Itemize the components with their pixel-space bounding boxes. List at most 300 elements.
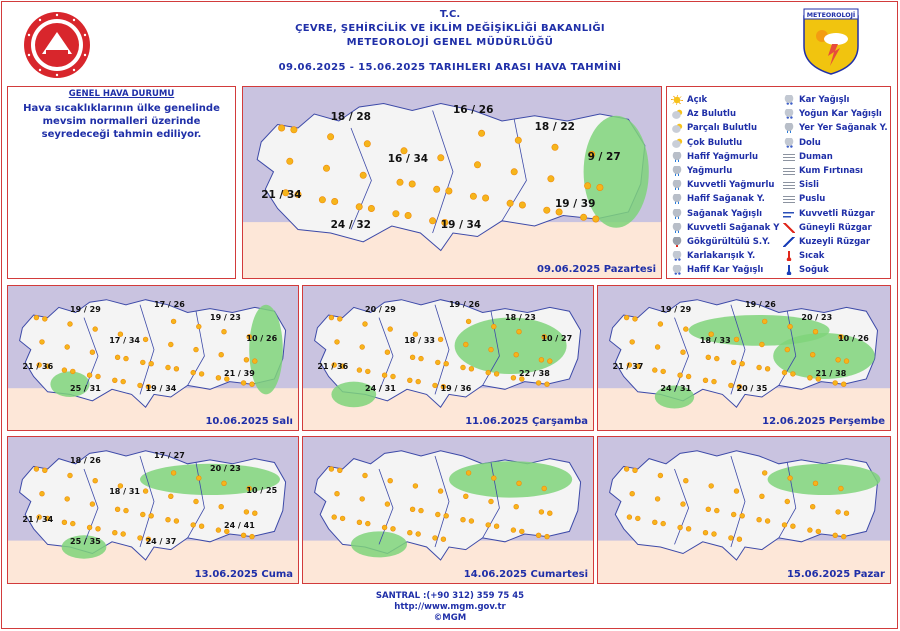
legend-item-label: Soğuk: [799, 265, 829, 276]
legend-item-label: Parçalı Bulutlu: [687, 123, 758, 134]
map-day-5: [302, 436, 594, 584]
sun-icon: [357, 520, 362, 525]
sun-icon: [633, 468, 638, 473]
legend-item: [671, 107, 779, 121]
sun-icon: [96, 526, 101, 531]
sun-icon: [194, 347, 199, 352]
sun-icon: [536, 381, 541, 386]
sun-icon: [658, 322, 663, 327]
sun-icon: [836, 510, 841, 515]
rain-area: [351, 531, 407, 557]
rain-area: [249, 305, 283, 395]
legend-column-2: [783, 93, 888, 277]
sun-icon: [419, 356, 424, 361]
cloudy-icon: [671, 138, 683, 148]
temperature-label: 16 / 34: [387, 152, 429, 165]
temperature-label: 19 / 26: [745, 299, 776, 309]
sun-icon: [62, 368, 67, 373]
day-label: 15.06.2025 Pazar: [786, 569, 885, 580]
sun-icon: [494, 524, 499, 529]
sun-icon: [250, 382, 255, 387]
sun-icon: [241, 533, 246, 538]
sun-icon: [93, 478, 98, 483]
sun-icon: [539, 357, 544, 362]
rain-icon: [671, 166, 683, 176]
mgm-logo-text: METEOROLOJİ: [806, 12, 856, 19]
sun-icon: [466, 319, 471, 324]
day-label: 09.06.2025 Pazartesi: [537, 264, 656, 275]
temperature-label: 20 / 23: [210, 463, 241, 473]
smoke-icon: [783, 152, 795, 162]
legend-item: [671, 263, 779, 277]
temperature-label: 20 / 23: [801, 312, 833, 322]
temperature-label: 22 / 38: [519, 368, 550, 378]
legend-item: [783, 121, 888, 135]
legend-panel: [666, 86, 891, 279]
sun-icon: [199, 372, 204, 377]
sun-icon: [332, 515, 337, 520]
sun-icon: [489, 499, 494, 504]
heavy-rain-icon: [671, 180, 683, 190]
temperature-label: 19 / 36: [440, 384, 472, 394]
sun-icon: [519, 529, 524, 534]
legend-item-label: Hafif Sağanak Y.: [687, 194, 765, 205]
sun-icon: [244, 357, 249, 362]
sun-icon: [365, 521, 370, 526]
legend-item: [671, 121, 779, 135]
sun-icon: [219, 504, 224, 509]
temperature-label: 21 / 38: [815, 368, 847, 378]
temperature-label: 24 / 41: [224, 521, 255, 530]
sun-icon: [438, 489, 443, 494]
sun-icon: [469, 519, 474, 524]
sun-icon: [419, 508, 424, 513]
sun-icon: [519, 202, 525, 208]
sun-icon: [757, 365, 762, 370]
sun-icon: [514, 504, 519, 509]
sun-icon: [474, 162, 480, 168]
sun-icon: [388, 327, 393, 332]
legend-item: [671, 150, 779, 164]
sun-icon: [844, 511, 849, 516]
sun-icon: [545, 382, 550, 387]
sun-icon: [199, 524, 204, 529]
sun-icon: [463, 342, 468, 347]
sun-icon: [174, 366, 179, 371]
legend-item: [783, 136, 888, 150]
temperature-label: 19 / 26: [449, 299, 480, 309]
sleet-icon: [671, 251, 683, 261]
sun-icon: [429, 218, 435, 224]
sun-icon: [507, 200, 513, 206]
general-weather-title: GENEL HAVA DURUMU: [68, 89, 175, 99]
temperature-label: 18 / 26: [70, 456, 101, 465]
sun-icon: [287, 158, 293, 164]
sun-icon: [580, 214, 586, 220]
sun-icon: [42, 317, 47, 322]
fog-icon: [783, 180, 795, 190]
sun-icon: [90, 502, 95, 507]
sun-icon: [486, 370, 491, 375]
temperature-label: 20 / 35: [736, 384, 768, 394]
legend-item: [783, 178, 888, 192]
legend-item: [671, 207, 779, 221]
sun-icon: [734, 489, 739, 494]
sun-icon: [171, 471, 176, 476]
footer-website-link[interactable]: http://www.mgm.gov.tr: [394, 602, 506, 612]
legend-item-label: Kum Fırtınası: [799, 166, 863, 177]
sun-icon: [712, 379, 717, 384]
sun-icon: [149, 361, 154, 366]
sun-icon: [93, 327, 98, 332]
sun-icon: [731, 360, 736, 365]
sun-icon: [686, 526, 691, 531]
sun-icon: [34, 315, 39, 320]
map-day-2: [302, 285, 594, 431]
thunderstorm-icon: [671, 237, 683, 247]
map-day-1: [7, 285, 299, 431]
sun-icon: [250, 534, 255, 539]
legend-item: [671, 164, 779, 178]
day-label: 14.06.2025 Cumartesi: [463, 569, 588, 580]
sun-icon: [482, 195, 488, 201]
temperature-label: 21 / 34: [22, 514, 54, 524]
sun-icon: [329, 315, 334, 320]
sun-icon: [681, 350, 686, 355]
sun-icon: [407, 530, 412, 535]
legend-item: [783, 235, 888, 249]
temperature-label: 21 / 39: [224, 368, 255, 378]
temperature-label: 24 / 37: [145, 536, 177, 546]
north-wind-icon: [783, 237, 795, 247]
sun-icon: [241, 381, 246, 386]
sun-icon: [729, 383, 734, 388]
sun-icon: [319, 197, 325, 203]
sun-icon: [593, 216, 599, 222]
sun-icon: [762, 471, 767, 476]
sun-icon: [115, 507, 120, 512]
sun-icon: [65, 497, 70, 502]
sun-icon: [633, 317, 638, 322]
sun-icon: [810, 504, 815, 509]
sun-icon: [782, 370, 787, 375]
day-label: 11.06.2025 Çarşamba: [465, 416, 588, 427]
rain-area: [584, 116, 649, 228]
sun-icon: [407, 378, 412, 383]
sun-icon: [709, 484, 714, 489]
sun-icon: [683, 478, 688, 483]
sun-icon: [166, 517, 171, 522]
sun-icon: [841, 534, 846, 539]
temperature-label: 25 / 35: [70, 536, 101, 546]
temperature-label: 21 / 34: [261, 189, 302, 202]
sun-icon: [833, 533, 838, 538]
sun-icon: [413, 484, 418, 489]
rain-area: [449, 461, 572, 497]
sun-icon: [706, 355, 711, 360]
legend-item-label: Açık: [687, 95, 708, 106]
strong-wind-icon: [783, 209, 795, 219]
sun-icon: [703, 530, 708, 535]
sun-icon: [816, 529, 821, 534]
temperature-label: 19 / 39: [555, 198, 596, 210]
temperature-label: 21 / 36: [22, 362, 54, 372]
legend-item-label: Gökgürültülü S.Y.: [687, 236, 771, 247]
sun-icon: [515, 137, 521, 143]
temperature-label: 17 / 34: [109, 335, 140, 345]
sun-icon: [219, 352, 224, 357]
temperature-label: 18 / 28: [330, 110, 371, 123]
sun-icon: [511, 528, 516, 533]
sun-icon: [539, 510, 544, 515]
legend-item-label: Sağanak Yağışlı: [687, 208, 763, 219]
sun-icon: [168, 494, 173, 499]
temperature-label: 18 / 33: [404, 335, 435, 345]
sun-icon: [332, 198, 338, 204]
day-label: 10.06.2025 Salı: [205, 416, 293, 427]
sun-icon: [545, 534, 550, 539]
day-label: 12.06.2025 Perşembe: [762, 416, 885, 427]
sun-icon: [124, 356, 129, 361]
hot-icon: [783, 251, 795, 261]
sun-icon: [149, 513, 154, 518]
sun-icon: [542, 486, 547, 491]
sun-icon: [469, 366, 474, 371]
sun-icon: [409, 181, 415, 187]
temperature-label: 21 / 36: [317, 362, 349, 372]
sun-icon: [661, 521, 666, 526]
hail-icon: [783, 138, 795, 148]
sun-icon: [489, 347, 494, 352]
sun-icon: [364, 141, 370, 147]
sun-icon: [683, 327, 688, 332]
temperature-label: 21 / 37: [612, 362, 644, 372]
sun-icon: [511, 169, 517, 175]
legend-item-label: Kuvvetli Sağanak Y: [687, 222, 780, 233]
rain-area: [768, 464, 881, 495]
sun-icon: [138, 383, 143, 388]
turkey-map: [303, 437, 594, 584]
sun-icon: [70, 369, 75, 374]
sun-icon: [652, 368, 657, 373]
legend-item: [783, 164, 888, 178]
header-tc: T.C.: [439, 9, 461, 20]
sun-icon: [416, 379, 421, 384]
legend-item-label: Yoğun Kar Yağışlı: [799, 109, 882, 120]
sun-icon: [548, 176, 554, 182]
sun-icon: [624, 315, 629, 320]
sun-icon: [788, 324, 793, 329]
header-ministry: ÇEVRE, ŞEHİRCİLİK VE İKLİM DEĞİŞİKLİĞİ BAKANLIĞI: [295, 23, 605, 34]
temperature-label: 17 / 27: [154, 450, 185, 460]
sun-icon: [757, 517, 762, 522]
sun-icon: [655, 345, 660, 350]
sun-icon: [138, 536, 143, 541]
footer-phone: SANTRAL :(+90 312) 359 75 45: [375, 591, 525, 601]
south-wind-icon: [783, 223, 795, 233]
sun-icon: [216, 528, 221, 533]
sun-icon: [357, 368, 362, 373]
temperature-label: 24 / 31: [365, 384, 396, 394]
map-day-6: [597, 436, 891, 584]
day-label: 13.06.2025 Cuma: [194, 569, 293, 580]
sun-icon: [712, 532, 717, 537]
sun-icon: [544, 207, 550, 213]
sun-icon: [363, 322, 368, 327]
sun-icon: [547, 359, 552, 364]
sun-icon: [833, 381, 838, 386]
legend-item: [671, 93, 779, 107]
sun-icon: [438, 337, 443, 342]
partly-sunny-icon: [671, 109, 683, 119]
sun-icon: [760, 342, 765, 347]
sun-icon: [216, 375, 221, 380]
turkey-map: [598, 437, 891, 584]
sun-icon: [661, 369, 666, 374]
sun-icon: [40, 491, 45, 496]
sun-icon: [391, 374, 396, 379]
sun-icon: [360, 345, 365, 350]
temperature-label: 18 / 31: [109, 487, 140, 497]
temperature-label: 9 / 27: [587, 150, 621, 163]
sun-icon: [62, 520, 67, 525]
sun-icon: [655, 497, 660, 502]
temperature-label: 24 / 31: [660, 384, 692, 394]
sun-icon: [791, 524, 796, 529]
sun-icon: [252, 511, 257, 516]
sun-icon: [68, 322, 73, 327]
sun-icon: [112, 530, 117, 535]
sun-icon: [517, 481, 522, 486]
general-weather-text: Hava sıcaklıklarının ülke genelinde mevsim normalleri üzerinde seyredeceği tahmin ediliyor.: [23, 103, 220, 140]
temperature-label: 19 / 29: [660, 304, 692, 314]
legend-item-label: Yağmurlu: [687, 166, 733, 177]
map-day-4: [7, 436, 299, 584]
sun-icon: [810, 352, 815, 357]
sun-icon: [143, 337, 148, 342]
footer-copyright: ©MGM: [433, 613, 467, 623]
sun-icon: [124, 508, 129, 513]
sun-icon: [34, 467, 39, 472]
sun-icon: [434, 186, 440, 192]
sun-icon: [168, 342, 173, 347]
sun-icon: [356, 204, 362, 210]
sun-icon: [65, 345, 70, 350]
temperature-label: 18 / 23: [505, 312, 536, 322]
sun-icon: [291, 127, 297, 133]
sun-icon: [791, 372, 796, 377]
rain-area: [455, 318, 567, 374]
sun-icon: [491, 324, 496, 329]
sun-icon: [410, 355, 415, 360]
sun-icon: [463, 494, 468, 499]
sun-icon: [584, 183, 590, 189]
legend-item-label: Hafif Kar Yağışlı: [687, 265, 764, 276]
temperature-label: 25 / 31: [70, 384, 101, 394]
sun-icon: [836, 357, 841, 362]
sun-icon: [597, 184, 603, 190]
temperature-label: 18 / 22: [534, 121, 575, 133]
sun-icon: [438, 155, 444, 161]
sun-icon: [416, 532, 421, 537]
sun-icon: [363, 473, 368, 478]
legend-item: [783, 207, 888, 221]
legend-item: [783, 221, 888, 235]
sun-icon: [112, 378, 117, 383]
map-day-3: [597, 285, 891, 431]
sun-icon: [340, 516, 345, 521]
sun-icon: [433, 536, 438, 541]
sun-icon: [382, 373, 387, 378]
temperature-label: 17 / 26: [154, 299, 185, 309]
legend-item: [783, 150, 888, 164]
sun-icon: [446, 188, 452, 194]
sandstorm-icon: [783, 166, 795, 176]
sun-icon: [115, 355, 120, 360]
sun-icon: [196, 324, 201, 329]
sun-icon: [491, 476, 496, 481]
sun-icon: [514, 352, 519, 357]
sun-icon: [731, 512, 736, 517]
legend-item: [783, 249, 888, 263]
sun-icon: [444, 513, 449, 518]
sun-icon: [466, 471, 471, 476]
sun-icon: [191, 370, 196, 375]
sun-icon: [171, 319, 176, 324]
partly-cloudy-icon: [671, 123, 683, 133]
sun-icon: [461, 365, 466, 370]
sun-icon: [734, 337, 739, 342]
legend-item-label: Hafif Yağmurlu: [687, 151, 759, 162]
sun-icon: [658, 473, 663, 478]
temperature-label: 18 / 33: [699, 335, 731, 345]
legend-item: [783, 93, 888, 107]
heavy-snow-icon: [783, 109, 795, 119]
sun-icon: [194, 499, 199, 504]
sun-icon: [335, 340, 340, 345]
sun-icon: [706, 507, 711, 512]
sun-icon: [536, 533, 541, 538]
temperature-label: 19 / 34: [145, 384, 177, 394]
sun-icon: [42, 468, 47, 473]
haze-icon: [783, 194, 795, 204]
general-weather-panel: [7, 86, 236, 279]
sun-icon: [191, 523, 196, 528]
sun-icon: [765, 519, 770, 524]
sun-icon: [547, 511, 552, 516]
legend-item: [671, 178, 779, 192]
legend-item-label: Kar Yağışlı: [799, 95, 850, 106]
legend-item-label: Yer Yer Sağanak Y.: [799, 123, 888, 134]
sun-icon: [714, 356, 719, 361]
sun-icon: [486, 523, 491, 528]
sun-icon: [68, 473, 73, 478]
sun-icon: [678, 525, 683, 530]
sun-icon: [385, 502, 390, 507]
sun-icon: [140, 512, 145, 517]
sun-icon: [760, 494, 765, 499]
sun-icon: [552, 144, 558, 150]
heavy-shower-icon: [671, 223, 683, 233]
legend-item: [671, 136, 779, 150]
sun-icon: [140, 360, 145, 365]
legend-item: [783, 263, 888, 277]
sun-icon: [329, 467, 334, 472]
sun-icon: [327, 134, 333, 140]
temperature-label: 10 / 27: [541, 334, 573, 344]
temperature-label: 24 / 32: [330, 219, 371, 231]
sun-icon: [740, 513, 745, 518]
